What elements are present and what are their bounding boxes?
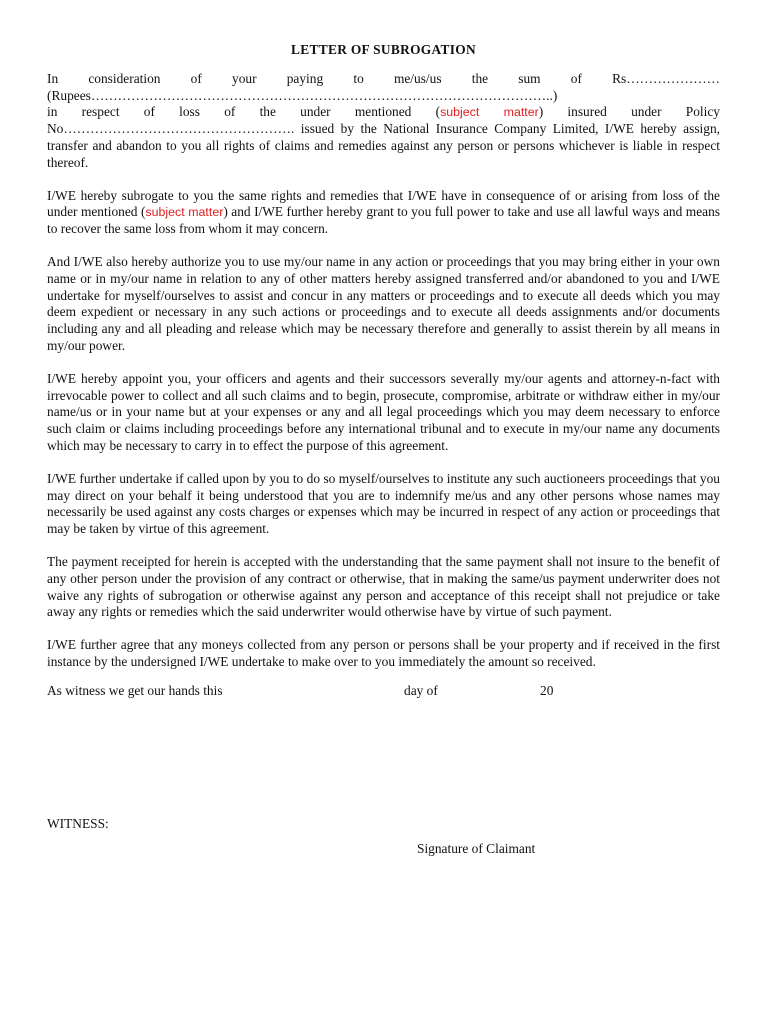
subrogate-text-a: I/WE hereby subrogate to you the same rights and remedies that I/WE have in consequence of or arising from loss of the under mentioned ( — [47, 187, 720, 220]
sum-line: In consideration of your paying to me/us/us the sum of Rs………………… — [47, 70, 720, 86]
paragraph-subrogate — [47, 188, 720, 238]
loss-line — [47, 104, 720, 121]
subject-matter-placeholder-2: subject matter — [145, 205, 224, 220]
paragraph-consideration — [47, 71, 720, 172]
witness-label: WITNESS: — [47, 816, 109, 831]
policy-text: No……………………………………………. issued by the National Insurance Company Limited, I/WE hereby assign, transfer and abandon to you all rights of claims and remedies against any person or persons whichever is liable in respect thereof. — [47, 121, 720, 170]
witness-date-line — [47, 683, 720, 701]
paragraph-appoint: I/WE hereby appoint you, your officers and agents and their successors severally my/our agents and attorney-n-fact with irrevocable power to collect and all such claims and to begin, prosecute, compromise, arbitrate or withdraw either in my/our name/us or in your name but at your expenses or any and all legal proceedings which you may deem necessary to enforce such claim or claims including proceedings before any international tribunal and to execute in my/our name any documents which may be necessary to carry in to effect the purpose of this agreement. — [47, 370, 720, 453]
subrogate-text-b: ) and I/WE further hereby grant to you full power to take and use all lawful ways and means to recover the same loss from whom it may concern. — [47, 204, 720, 237]
rupees-line: (Rupees…………………………………………………………………………………………..) — [47, 87, 558, 103]
paragraph-undertake: I/WE further undertake if called upon by you to do so myself/ourselves to institute any such auctioneers proceedings that you may direct on your behalf it being understood that you are to indemnify me/us and any other persons whose names may necessarily be used against any costs charges or expenses which may be incurred in respect of any action or proceedings that may be taken by virtue of this agreement. — [47, 470, 720, 537]
day-of-text: day of — [404, 682, 438, 698]
loss-line-text-b: ) insured under Policy — [538, 104, 720, 120]
paragraph-authorize: And I/WE also hereby authorize you to use my/our name in any action or proceedings that you may bring either in your own name or in my/our name in relation to any of other matters hereby assigned transferred and/or abandoned to you and I/WE undertake for myself/ourselves to assist and concur in any matters or proceedings and to execute all deeds which you may deem expedient or necessary in any such actions or proceedings and to execute all deeds assignments and/or documents including any and all pleading and release which may be necessary therefore and generally to assist therein by all means in my/our power. — [47, 253, 720, 353]
paragraph-payment: The payment receipted for herein is accepted with the understanding that the same payment shall not insure to the benefit of any other person under the provision of any contract or otherwise, that in making the same/us payment underwriter does not waive any rights of subrogation or otherwise against any person and acceptance of this receipt shall not prejudice or take away any rights or remedies which the said underwriter would otherwise have by virtue of such payment. — [47, 553, 720, 620]
document-title: LETTER OF SUBROGATION — [291, 42, 476, 57]
witness-hands-text: As witness we get our hands this — [47, 682, 223, 698]
year-text: 20 — [540, 682, 554, 698]
subject-matter-placeholder: subject matter — [440, 105, 539, 120]
paragraph-moneys: I/WE further agree that any moneys collected from any person or persons shall be your property and if received in the first instance by the undersigned I/WE undertake to make over to you immediately the amount so received. — [47, 637, 720, 669]
signature-label: Signature of Claimant — [417, 841, 536, 856]
loss-line-text-a: in respect of loss of the under mentioned ( — [47, 104, 441, 120]
